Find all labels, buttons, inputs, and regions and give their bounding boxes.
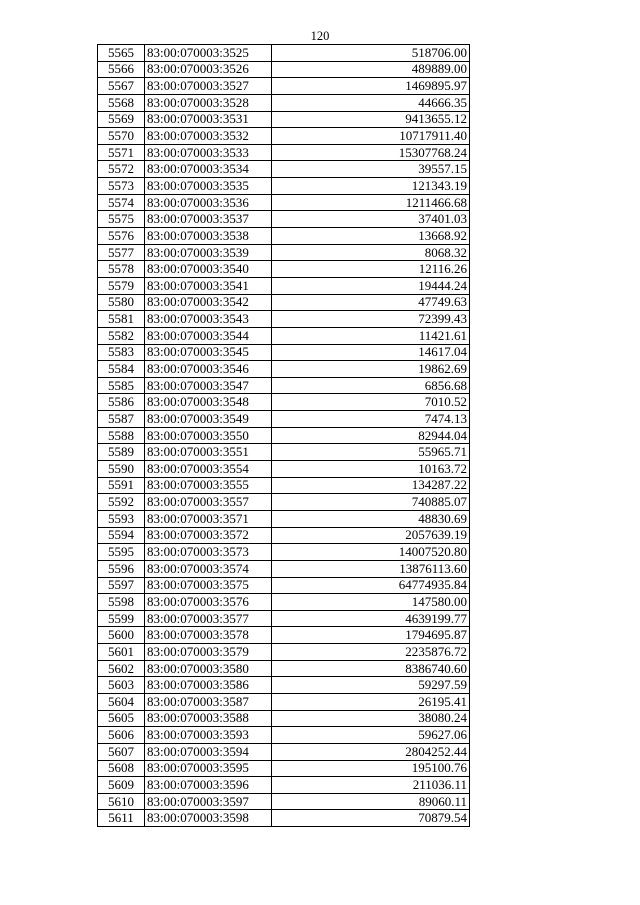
table-row xyxy=(98,327,470,344)
cadastral-number: 83:00:070003:3547 xyxy=(145,377,272,394)
cadastral-value: 134287.22 xyxy=(272,477,470,494)
row-number: 5584 xyxy=(98,361,145,378)
row-number: 5580 xyxy=(98,294,145,311)
table-row xyxy=(98,544,470,561)
cadastral-number: 83:00:070003:3527 xyxy=(145,78,272,95)
page-number: 120 xyxy=(310,29,330,43)
table-row xyxy=(98,760,470,777)
cadastral-number: 83:00:070003:3536 xyxy=(145,194,272,211)
cadastral-value: 12116.26 xyxy=(272,261,470,278)
cadastral-value: 121343.19 xyxy=(272,178,470,195)
cadastral-value: 740885.07 xyxy=(272,494,470,511)
cadastral-number: 83:00:070003:3548 xyxy=(145,394,272,411)
table-row xyxy=(98,261,470,278)
cadastral-value: 13668.92 xyxy=(272,228,470,245)
cadastral-number: 83:00:070003:3573 xyxy=(145,544,272,561)
table-row xyxy=(98,743,470,760)
table-row xyxy=(98,111,470,128)
cadastral-number: 83:00:070003:3537 xyxy=(145,211,272,228)
cadastral-number: 83:00:070003:3525 xyxy=(145,45,272,62)
row-number: 5596 xyxy=(98,560,145,577)
row-number: 5604 xyxy=(98,693,145,710)
cadastral-number: 83:00:070003:3554 xyxy=(145,461,272,478)
row-number: 5571 xyxy=(98,144,145,161)
cadastral-number: 83:00:070003:3594 xyxy=(145,743,272,760)
row-number: 5610 xyxy=(98,793,145,810)
table-row xyxy=(98,510,470,527)
cadastral-number: 83:00:070003:3557 xyxy=(145,494,272,511)
row-number: 5600 xyxy=(98,627,145,644)
row-number: 5577 xyxy=(98,244,145,261)
row-number: 5566 xyxy=(98,61,145,78)
table-row xyxy=(98,594,470,611)
cadastral-number: 83:00:070003:3549 xyxy=(145,411,272,428)
table-row xyxy=(98,710,470,727)
cadastral-value: 59297.59 xyxy=(272,677,470,694)
table-row xyxy=(98,178,470,195)
table-row xyxy=(98,494,470,511)
row-number: 5605 xyxy=(98,710,145,727)
cadastral-value: 2804252.44 xyxy=(272,743,470,760)
row-number: 5601 xyxy=(98,644,145,661)
table-row xyxy=(98,693,470,710)
row-number: 5582 xyxy=(98,327,145,344)
row-number: 5602 xyxy=(98,660,145,677)
row-number: 5590 xyxy=(98,461,145,478)
cadastral-value: 1794695.87 xyxy=(272,627,470,644)
row-number: 5606 xyxy=(98,727,145,744)
cadastral-number: 83:00:070003:3587 xyxy=(145,693,272,710)
cadastral-number: 83:00:070003:3526 xyxy=(145,61,272,78)
table-row xyxy=(98,228,470,245)
cadastral-number: 83:00:070003:3588 xyxy=(145,710,272,727)
row-number: 5583 xyxy=(98,344,145,361)
table-row xyxy=(98,161,470,178)
cadastral-number: 83:00:070003:3586 xyxy=(145,677,272,694)
table-row xyxy=(98,144,470,161)
cadastral-number: 83:00:070003:3533 xyxy=(145,144,272,161)
row-number: 5607 xyxy=(98,743,145,760)
cadastral-number: 83:00:070003:3545 xyxy=(145,344,272,361)
row-number: 5586 xyxy=(98,394,145,411)
row-number: 5574 xyxy=(98,194,145,211)
table-row xyxy=(98,294,470,311)
cadastral-number: 83:00:070003:3550 xyxy=(145,427,272,444)
cadastral-value: 11421.61 xyxy=(272,327,470,344)
cadastral-number: 83:00:070003:3572 xyxy=(145,527,272,544)
row-number: 5603 xyxy=(98,677,145,694)
row-number: 5593 xyxy=(98,510,145,527)
table-row xyxy=(98,644,470,661)
cadastral-value: 19862.69 xyxy=(272,361,470,378)
cadastral-value: 10717911.40 xyxy=(272,128,470,145)
row-number: 5569 xyxy=(98,111,145,128)
row-number: 5589 xyxy=(98,444,145,461)
cadastral-number: 83:00:070003:3597 xyxy=(145,793,272,810)
table-row xyxy=(98,444,470,461)
cadastral-number: 83:00:070003:3598 xyxy=(145,810,272,827)
row-number: 5572 xyxy=(98,161,145,178)
cadastral-number: 83:00:070003:3528 xyxy=(145,94,272,111)
table-row xyxy=(98,627,470,644)
table-row xyxy=(98,477,470,494)
row-number: 5609 xyxy=(98,777,145,794)
table-row xyxy=(98,94,470,111)
cadastral-value: 82944.04 xyxy=(272,427,470,444)
row-number: 5595 xyxy=(98,544,145,561)
table-row xyxy=(98,244,470,261)
cadastral-value: 2235876.72 xyxy=(272,644,470,661)
cadastral-value: 14007520.80 xyxy=(272,544,470,561)
cadastral-number: 83:00:070003:3595 xyxy=(145,760,272,777)
table-row xyxy=(98,777,470,794)
cadastral-value: 89060.11 xyxy=(272,793,470,810)
row-number: 5599 xyxy=(98,610,145,627)
table-row xyxy=(98,727,470,744)
table-body xyxy=(98,45,470,827)
cadastral-number: 83:00:070003:3531 xyxy=(145,111,272,128)
table-row xyxy=(98,78,470,95)
row-number: 5579 xyxy=(98,277,145,294)
cadastral-value: 47749.63 xyxy=(272,294,470,311)
cadastral-number: 83:00:070003:3542 xyxy=(145,294,272,311)
row-number: 5611 xyxy=(98,810,145,827)
cadastral-number: 83:00:070003:3571 xyxy=(145,510,272,527)
cadastral-value-table xyxy=(97,44,470,827)
cadastral-value: 195100.76 xyxy=(272,760,470,777)
cadastral-number: 83:00:070003:3574 xyxy=(145,560,272,577)
table-row xyxy=(98,45,470,62)
cadastral-number: 83:00:070003:3555 xyxy=(145,477,272,494)
row-number: 5565 xyxy=(98,45,145,62)
cadastral-value: 19444.24 xyxy=(272,277,470,294)
cadastral-value: 4639199.77 xyxy=(272,610,470,627)
cadastral-value: 489889.00 xyxy=(272,61,470,78)
row-number: 5581 xyxy=(98,311,145,328)
table-row xyxy=(98,461,470,478)
cadastral-value: 8386740.60 xyxy=(272,660,470,677)
table-row xyxy=(98,277,470,294)
table-row xyxy=(98,128,470,145)
cadastral-number: 83:00:070003:3593 xyxy=(145,727,272,744)
table-row xyxy=(98,194,470,211)
cadastral-value: 13876113.60 xyxy=(272,560,470,577)
cadastral-value: 10163.72 xyxy=(272,461,470,478)
table-row xyxy=(98,810,470,827)
cadastral-number: 83:00:070003:3535 xyxy=(145,178,272,195)
cadastral-number: 83:00:070003:3541 xyxy=(145,277,272,294)
cadastral-value: 44666.35 xyxy=(272,94,470,111)
table-row xyxy=(98,793,470,810)
table-row xyxy=(98,377,470,394)
cadastral-number: 83:00:070003:3544 xyxy=(145,327,272,344)
cadastral-number: 83:00:070003:3575 xyxy=(145,577,272,594)
table-row xyxy=(98,361,470,378)
cadastral-number: 83:00:070003:3580 xyxy=(145,660,272,677)
cadastral-value: 59627.06 xyxy=(272,727,470,744)
cadastral-number: 83:00:070003:3546 xyxy=(145,361,272,378)
table-row xyxy=(98,394,470,411)
cadastral-value: 1211466.68 xyxy=(272,194,470,211)
cadastral-number: 83:00:070003:3540 xyxy=(145,261,272,278)
row-number: 5592 xyxy=(98,494,145,511)
table-row xyxy=(98,311,470,328)
row-number: 5570 xyxy=(98,128,145,145)
row-number: 5578 xyxy=(98,261,145,278)
cadastral-number: 83:00:070003:3579 xyxy=(145,644,272,661)
cadastral-number: 83:00:070003:3534 xyxy=(145,161,272,178)
cadastral-number: 83:00:070003:3596 xyxy=(145,777,272,794)
table-row xyxy=(98,577,470,594)
row-number: 5585 xyxy=(98,377,145,394)
cadastral-number: 83:00:070003:3532 xyxy=(145,128,272,145)
cadastral-number: 83:00:070003:3577 xyxy=(145,610,272,627)
cadastral-number: 83:00:070003:3543 xyxy=(145,311,272,328)
cadastral-value: 8068.32 xyxy=(272,244,470,261)
table-row xyxy=(98,610,470,627)
cadastral-value: 7010.52 xyxy=(272,394,470,411)
table-row xyxy=(98,527,470,544)
cadastral-value: 1469895.97 xyxy=(272,78,470,95)
table-row xyxy=(98,211,470,228)
row-number: 5575 xyxy=(98,211,145,228)
cadastral-number: 83:00:070003:3539 xyxy=(145,244,272,261)
cadastral-value: 39557.15 xyxy=(272,161,470,178)
table-row xyxy=(98,560,470,577)
cadastral-value: 72399.43 xyxy=(272,311,470,328)
table-row xyxy=(98,61,470,78)
cadastral-value: 14617.04 xyxy=(272,344,470,361)
row-number: 5587 xyxy=(98,411,145,428)
cadastral-value: 26195.41 xyxy=(272,693,470,710)
cadastral-value: 64774935.84 xyxy=(272,577,470,594)
cadastral-value: 15307768.24 xyxy=(272,144,470,161)
cadastral-value: 211036.11 xyxy=(272,777,470,794)
row-number: 5598 xyxy=(98,594,145,611)
cadastral-value: 55965.71 xyxy=(272,444,470,461)
row-number: 5573 xyxy=(98,178,145,195)
cadastral-value: 38080.24 xyxy=(272,710,470,727)
table-row xyxy=(98,660,470,677)
cadastral-value: 147580.00 xyxy=(272,594,470,611)
cadastral-value: 48830.69 xyxy=(272,510,470,527)
row-number: 5608 xyxy=(98,760,145,777)
cadastral-value: 518706.00 xyxy=(272,45,470,62)
table-row xyxy=(98,427,470,444)
cadastral-value: 9413655.12 xyxy=(272,111,470,128)
table-row xyxy=(98,344,470,361)
cadastral-number: 83:00:070003:3538 xyxy=(145,228,272,245)
cadastral-number: 83:00:070003:3576 xyxy=(145,594,272,611)
row-number: 5594 xyxy=(98,527,145,544)
row-number: 5567 xyxy=(98,78,145,95)
table-row xyxy=(98,411,470,428)
row-number: 5588 xyxy=(98,427,145,444)
cadastral-value: 7474.13 xyxy=(272,411,470,428)
cadastral-number: 83:00:070003:3578 xyxy=(145,627,272,644)
cadastral-value: 6856.68 xyxy=(272,377,470,394)
row-number: 5591 xyxy=(98,477,145,494)
row-number: 5568 xyxy=(98,94,145,111)
cadastral-number: 83:00:070003:3551 xyxy=(145,444,272,461)
cadastral-value: 2057639.19 xyxy=(272,527,470,544)
row-number: 5576 xyxy=(98,228,145,245)
cadastral-value: 70879.54 xyxy=(272,810,470,827)
row-number: 5597 xyxy=(98,577,145,594)
cadastral-value: 37401.03 xyxy=(272,211,470,228)
table-row xyxy=(98,677,470,694)
